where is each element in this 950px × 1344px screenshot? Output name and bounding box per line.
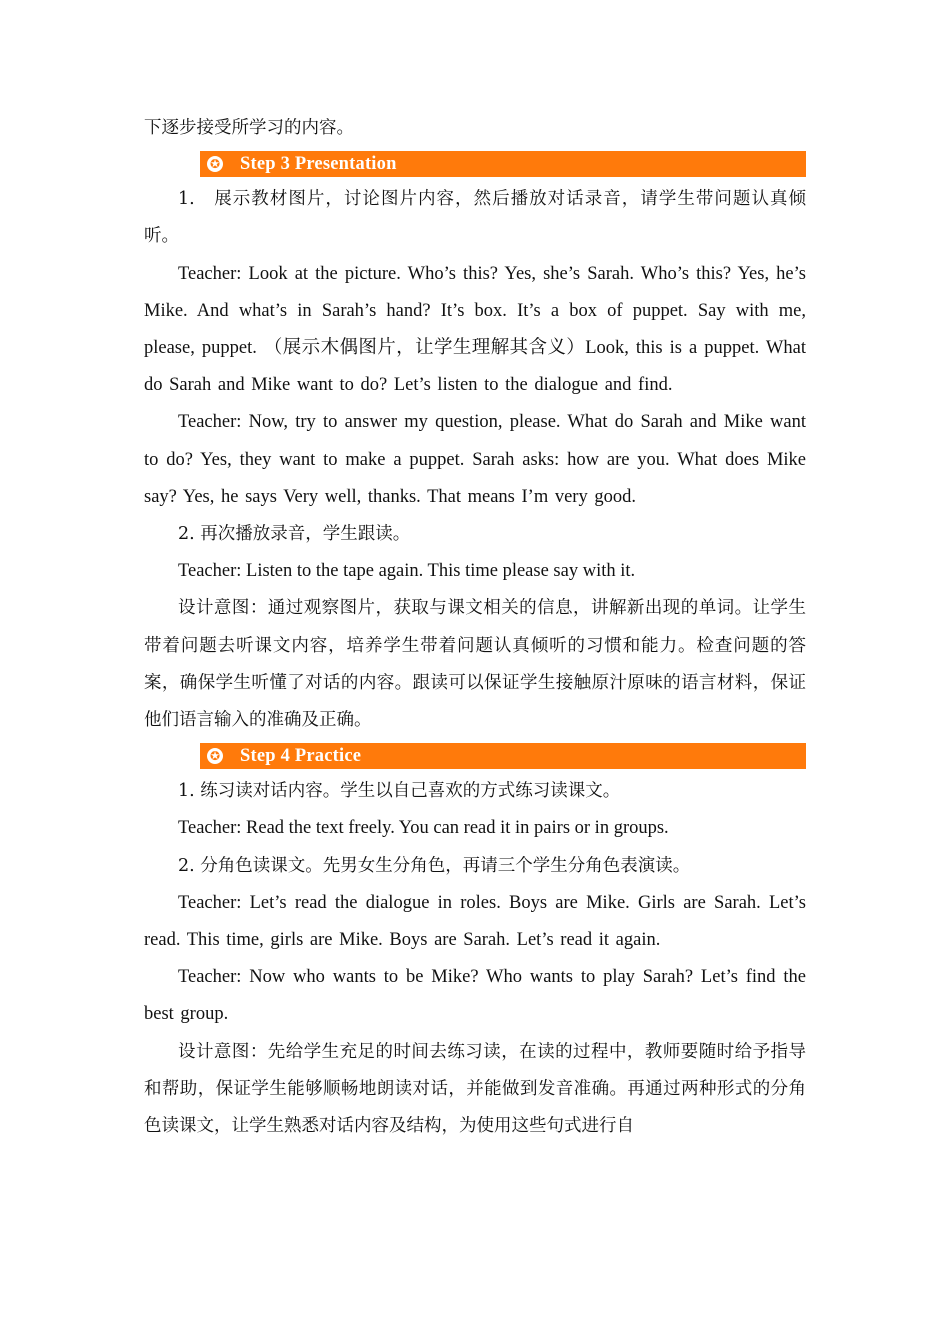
step4-item-1: 1. 练习读对话内容。学生以自己喜欢的方式练习读课文。	[178, 781, 621, 802]
teacher-dialogue-6: Teacher: Now who wants to be Mike? Who wants to play Sarah? Let’s find the best group.	[144, 967, 806, 1025]
star-circle-icon: ✪	[207, 156, 223, 172]
step4-heading-bar	[200, 743, 806, 769]
teacher-dialogue-3: Teacher: Listen to the tape again. This time please say with it.	[178, 561, 636, 582]
design-intent-step4: 设计意图：先给学生充足的时间去练习读，在读的过程中，教师要随时给予指导和帮助，保证学生能够顺畅地朗读对话，并能做到发音准确。再通过两种形式的分角色读课文，让学生熟悉对话内容及结构，为使用这些句式进行自	[144, 1041, 806, 1137]
teacher-dialogue-2: Teacher: Now, try to answer my question, please. What do Sarah and Mike want to do? Yes, they want to make a puppet. Sarah asks: how are you. What does Mike say? Yes, he says Very well, thanks. That means I’m very good.	[144, 412, 806, 507]
teacher-dialogue-5: Teacher: Let’s read the dialogue in roles. Boys are Mike. Girls are Sarah. Let’s read. This time, girls are Mike. Boys are Sarah. Let’s read it again.	[144, 892, 806, 951]
step4-item-2: 2. 分角色读课文。先男女生分角色，再请三个学生分角色表演读。	[178, 855, 691, 876]
teacher-dialogue-4: Teacher: Read the text freely. You can read it in pairs or in groups.	[178, 818, 669, 839]
step4-heading: Step 4 Practice	[240, 745, 362, 766]
step3-item-2: 2. 再次播放录音，学生跟读。	[178, 524, 411, 545]
step3-heading-bar	[200, 151, 806, 177]
teacher-dialogue-1: Teacher: Look at the picture. Who’s this? Yes, she’s Sarah. Who’s this? Yes, he’s Mike. And what’s in Sarah’s hand? It’s box. It’s a box of puppet. Say with me, please, puppet. （展示木偶图片，让学生理解其含义）Look, this is a puppet. What do Sarah and Mike want to do? Let’s listen to the dialogue and find.	[144, 263, 806, 396]
step3-item-1: 1. 展示教材图片，讨论图片内容，然后播放对话录音，请学生带问题认真倾听。	[144, 189, 806, 247]
paragraph-continuation: 下逐步接受所学习的内容。	[144, 118, 354, 138]
design-intent-step3: 设计意图：通过观察图片，获取与课文相关的信息，讲解新出现的单词。让学生带着问题去听课文内容，培养学生带着问题认真倾听的习惯和能力。检查问题的答案，确保学生听懂了对话的内容。跟读可以保证学生接触原汁原味的语言材料，保证他们语言输入的准确及正确。	[144, 598, 806, 731]
star-circle-icon: ✪	[207, 748, 223, 764]
document-page	[144, 110, 806, 1145]
step3-heading: Step 3 Presentation	[240, 153, 397, 174]
